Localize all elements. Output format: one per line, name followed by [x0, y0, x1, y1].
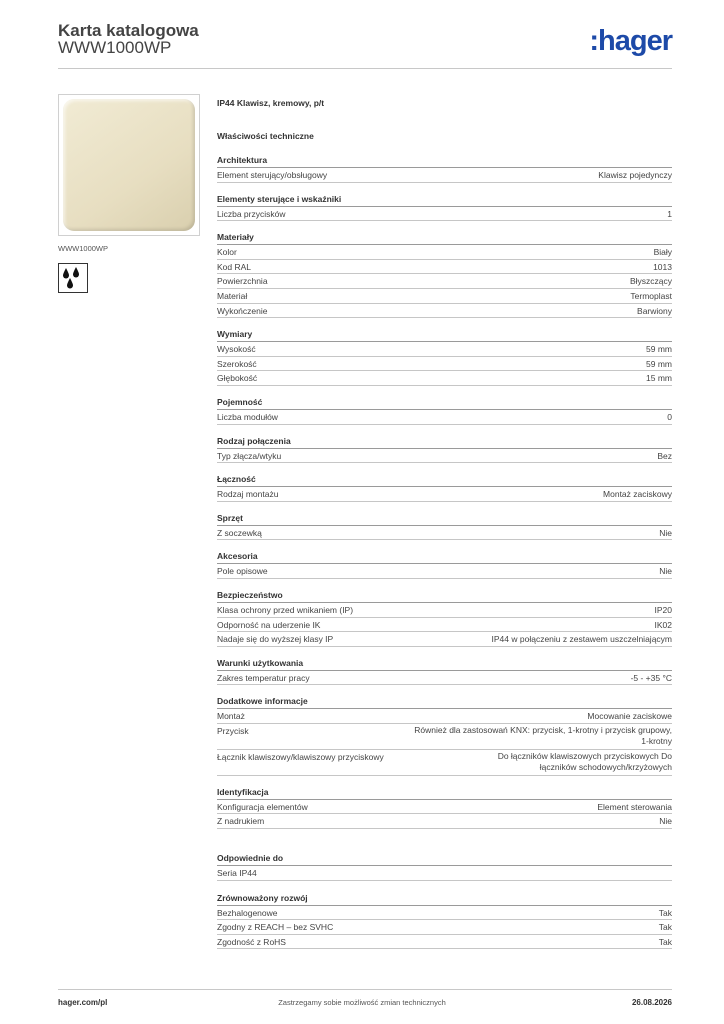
spec-value: Do łączników klawiszowych przyciskowych Do łączników schodowych/krzyżowych [497, 750, 672, 773]
spec-label: Szerokość [217, 358, 257, 369]
spec-section [217, 589, 672, 647]
spec-row [217, 632, 672, 647]
spec-row [217, 800, 672, 815]
spec-row [217, 245, 672, 260]
spec-label: Kolor [217, 247, 237, 258]
spec-label: Kod RAL [217, 261, 252, 272]
product-image [58, 94, 200, 236]
spec-label: Z soczewką [217, 527, 262, 538]
spec-row [217, 342, 672, 357]
spec-label: Materiał [217, 290, 248, 301]
spec-label: Przycisk [217, 725, 249, 736]
spec-label: Nadaje się do wyższej klasy IP [217, 634, 334, 645]
spec-section [217, 786, 672, 829]
spec-label: Bezhalogenowe [217, 907, 278, 918]
spec-value: Montaż zaciskowy [603, 489, 672, 500]
spec-label: Wysokość [217, 344, 256, 355]
spec-value: Element sterowania [597, 801, 672, 812]
droplets-ip44-icon [58, 263, 88, 293]
spec-section [217, 154, 672, 183]
cream-switch-key [63, 99, 195, 231]
spec-label: Powierzchnia [217, 276, 268, 287]
spec-value: 59 mm [646, 344, 672, 355]
spec-value: Tak [658, 922, 672, 933]
spec-value: Błyszczący [629, 276, 672, 287]
hager-logo: :hager [589, 25, 672, 57]
spec-label: Konfiguracja elementów [217, 801, 308, 812]
spec-label: Liczba modułów [217, 411, 278, 422]
spec-section [217, 328, 672, 386]
spec-value: IK02 [654, 619, 672, 630]
spec-row [217, 935, 672, 950]
spec-label: Wykończenie [217, 305, 268, 316]
spec-section [217, 396, 672, 425]
spec-label: Z nadrukiem [217, 816, 265, 827]
spec-row [217, 410, 672, 425]
spec-row [217, 814, 672, 829]
spec-value: Bez [657, 450, 672, 461]
spec-row [217, 526, 672, 541]
spec-label: Odporność na uderzenie IK [217, 619, 321, 630]
spec-row [217, 724, 672, 750]
spec-row [217, 618, 672, 633]
spec-section [217, 193, 672, 222]
product-image-caption: WWW1000WP [58, 244, 109, 253]
product-name: IP44 Klawisz, kremowy, p/t [217, 98, 325, 108]
spec-label: Pole opisowe [217, 566, 268, 577]
spec-section [217, 512, 672, 541]
footer-website: hager.com/pl [58, 998, 108, 1007]
spec-section [217, 473, 672, 502]
section-title: Rodzaj połączenia [217, 435, 672, 449]
section-title: Warunki użytkowania [217, 657, 672, 671]
spec-row [217, 289, 672, 304]
spec-sections [217, 154, 672, 949]
spec-row [217, 487, 672, 502]
spec-label: Głębokość [217, 373, 258, 384]
spec-value: Nie [659, 816, 672, 827]
spec-label: Montaż [217, 711, 245, 722]
footer-disclaimer: Zastrzegamy sobie możliwość zmian technicznych [278, 998, 446, 1007]
spec-value: Również dla zastosowań KNX: przycisk, 1-krotny i przycisk grupowy, 1-krotny [414, 724, 672, 747]
document-type-title: Karta katalogowa [58, 21, 199, 40]
spec-value: Barwiony [637, 305, 672, 316]
spec-value: Termoplast [630, 290, 672, 301]
spec-value: IP44 w połączeniu z zestawem uszczelniającym [491, 634, 672, 645]
spec-value: -5 - +35 °C [630, 672, 672, 683]
spec-row [217, 866, 672, 881]
spec-row [217, 564, 672, 579]
spec-section [217, 852, 672, 881]
spec-section [217, 657, 672, 686]
spec-row [217, 906, 672, 921]
section-title: Architektura [217, 154, 672, 168]
spec-row [217, 274, 672, 289]
spec-row [217, 260, 672, 275]
section-title: Dodatkowe informacje [217, 695, 672, 709]
spec-section [217, 892, 672, 950]
header-divider [58, 68, 672, 69]
footer-divider [58, 989, 672, 990]
spec-section [217, 231, 672, 318]
spec-row [217, 168, 672, 183]
spec-label: Klasa ochrony przed wnikaniem (IP) [217, 604, 354, 615]
spec-row [217, 920, 672, 935]
section-title: Sprzęt [217, 512, 672, 526]
spec-value: IP20 [654, 604, 672, 615]
section-title: Identyfikacja [217, 786, 672, 800]
spec-value: Klawisz pojedynczy [598, 170, 672, 180]
spec-value: Nie [659, 566, 672, 577]
spec-row [217, 750, 672, 776]
section-title: Pojemność [217, 396, 672, 410]
spec-row [217, 371, 672, 386]
product-details [217, 96, 672, 959]
spec-value: Biały [653, 247, 672, 258]
spec-section [217, 435, 672, 464]
product-code-title: WWW1000WP [58, 38, 172, 57]
spec-value: Mocowanie zaciskowe [587, 711, 672, 722]
section-title: Odpowiednie do [217, 852, 672, 866]
spec-value: Tak [658, 936, 672, 947]
section-title: Elementy sterujące i wskaźniki [217, 193, 672, 207]
spec-label: Zakres temperatur pracy [217, 672, 310, 683]
spec-label: Rodzaj montażu [217, 489, 279, 500]
spec-row [217, 207, 672, 222]
spec-label: Typ złącza/wtyku [217, 450, 282, 461]
spec-label: Element sterujący/obsługowy [217, 170, 328, 180]
spec-value: 1013 [653, 261, 672, 272]
spec-row [217, 671, 672, 686]
section-title: Łączność [217, 473, 672, 487]
tech-properties-heading: Właściwości techniczne [217, 131, 314, 141]
spec-value: 1 [667, 208, 672, 219]
footer-date: 26.08.2026 [631, 998, 672, 1007]
spec-label: Seria IP44 [217, 868, 257, 879]
spec-label: Zgodność z RoHS [217, 936, 286, 947]
section-title: Zrównoważony rozwój [217, 892, 672, 906]
spec-row [217, 304, 672, 319]
spec-label: Łącznik klawiszowy/klawiszowy przyciskowy [217, 751, 384, 762]
spec-row [217, 603, 672, 618]
spec-section [217, 550, 672, 579]
spec-section [217, 695, 672, 776]
spec-value: 0 [667, 411, 672, 422]
section-title: Bezpieczeństwo [217, 589, 672, 603]
spec-row [217, 709, 672, 724]
spec-label: Liczba przycisków [217, 208, 286, 219]
section-title: Wymiary [217, 328, 672, 342]
spec-row [217, 357, 672, 372]
spec-label: Zgodny z REACH – bez SVHC [217, 922, 334, 933]
spec-value: 15 mm [646, 373, 672, 384]
spec-value: Nie [659, 527, 672, 538]
section-title: Materiały [217, 231, 672, 245]
spec-value: Tak [658, 907, 672, 918]
section-title: Akcesoria [217, 550, 672, 564]
spec-row [217, 449, 672, 464]
spec-value: 59 mm [646, 358, 672, 369]
